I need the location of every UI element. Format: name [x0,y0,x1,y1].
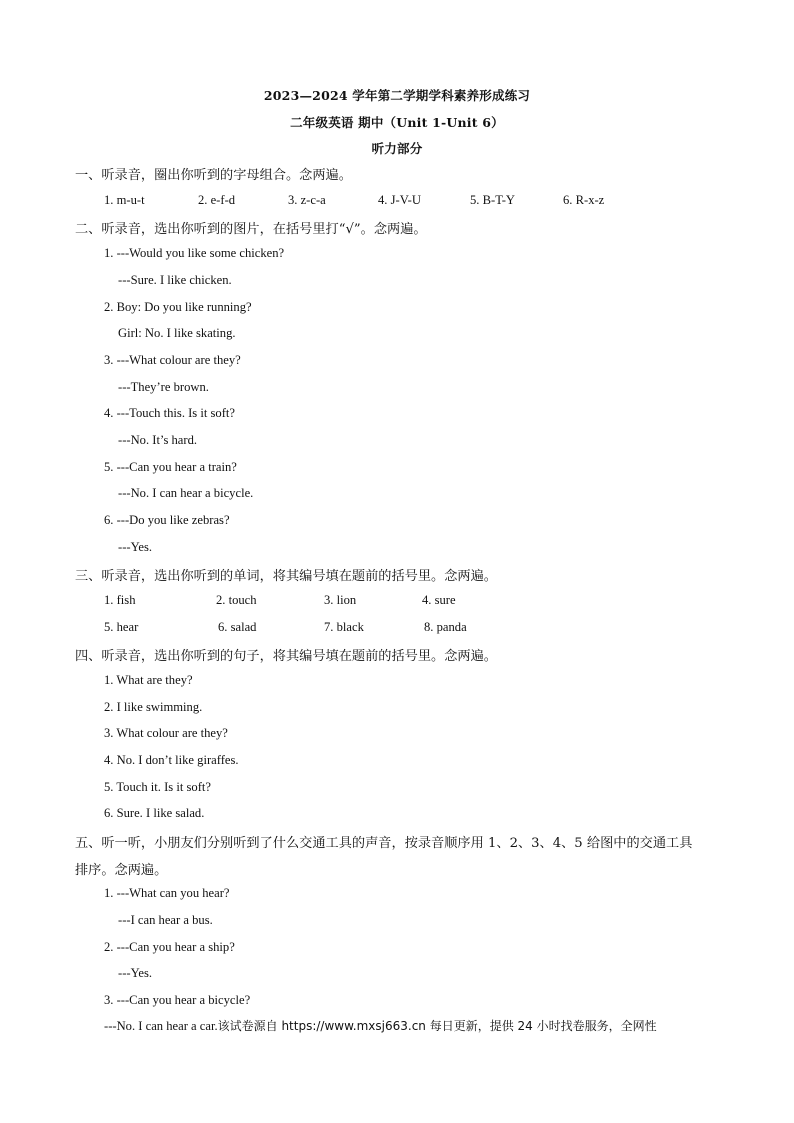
section-5-heading-cont: 排序。念两遍。 [75,863,168,878]
s1-item: 6. R-x-z [563,193,605,207]
source-notice: 该试卷源自 https://www.mxsj663.cn 每日更新，提供 24 小时找卷服务，全网性 [217,1019,657,1033]
s3-item: 8. panda [424,620,467,634]
section-2-heading: 二、听录音，选出你听到的图片，在括号里打“√”。念两遍。 [75,222,427,237]
s2-line: ---No. I can hear a bicycle. [118,486,254,500]
s2-line: ---No. It’s hard. [118,433,198,447]
s2-line: ---They’re brown. [118,380,209,394]
s5-line: 2. ---Can you hear a ship? [104,940,235,954]
s3-item: 6. salad [218,620,257,634]
part-label: 听力部分 [371,141,423,156]
s1-item: 1. m-u-t [104,193,145,207]
s4-line: 5. Touch it. Is it soft? [104,780,211,794]
document-subtitle: 二年级英语 期中（Unit 1-Unit 6） [290,115,504,130]
footer-text: ---No. I can hear a car. [104,1019,218,1033]
s2-line: Girl: No. I like skating. [118,326,236,340]
s2-line: 1. ---Would you like some chicken? [104,246,285,260]
s5-line: ---I can hear a bus. [118,913,213,927]
section-1-heading: 一、听录音，圈出你听到的字母组合。念两遍。 [75,168,352,183]
s4-line: 2. I like swimming. [104,700,203,714]
section-5-heading: 五、听一听，小朋友们分别听到了什么交通工具的声音，按录音顺序用 1、2、3、4、5 给图中的交通工具 [75,836,693,851]
section-3-heading: 三、听录音，选出你听到的单词，将其编号填在题前的括号里。念两遍。 [75,569,497,584]
s2-line: 6. ---Do you like zebras? [104,513,230,527]
s4-line: 4. No. I don’t like giraffes. [104,753,239,767]
s5-line: 3. ---Can you hear a bicycle? [104,993,251,1007]
s3-item: 2. touch [216,593,257,607]
document-title: 2023—2024 学年第二学期学科素养形成练习 [263,88,531,103]
s4-line: 1. What are they? [104,673,193,687]
s2-line: 5. ---Can you hear a train? [104,460,237,474]
s3-item: 7. black [324,620,364,634]
s3-item: 3. lion [324,593,357,607]
s3-item: 5. hear [104,620,139,634]
s3-item: 4. sure [422,593,456,607]
s2-line: ---Yes. [118,540,153,554]
s1-item: 5. B-T-Y [470,193,516,207]
s5-line: ---Yes. [118,966,153,980]
s5-line: 1. ---What can you hear? [104,886,230,900]
s1-item: 4. J-V-U [378,193,421,207]
s4-line: 6. Sure. I like salad. [104,806,205,820]
s1-item: 3. z-c-a [288,193,326,207]
footer-line [104,1017,657,1034]
s2-line: 4. ---Touch this. Is it soft? [104,406,235,420]
s2-line: 2. Boy: Do you like running? [104,300,252,314]
s4-line: 3. What colour are they? [104,726,228,740]
section-4-heading: 四、听录音，选出你听到的句子，将其编号填在题前的括号里。念两遍。 [75,649,497,664]
s1-item: 2. e-f-d [198,193,236,207]
s2-line: 3. ---What colour are they? [104,353,241,367]
s2-line: ---Sure. I like chicken. [118,273,232,287]
s3-item: 1. fish [104,593,136,607]
